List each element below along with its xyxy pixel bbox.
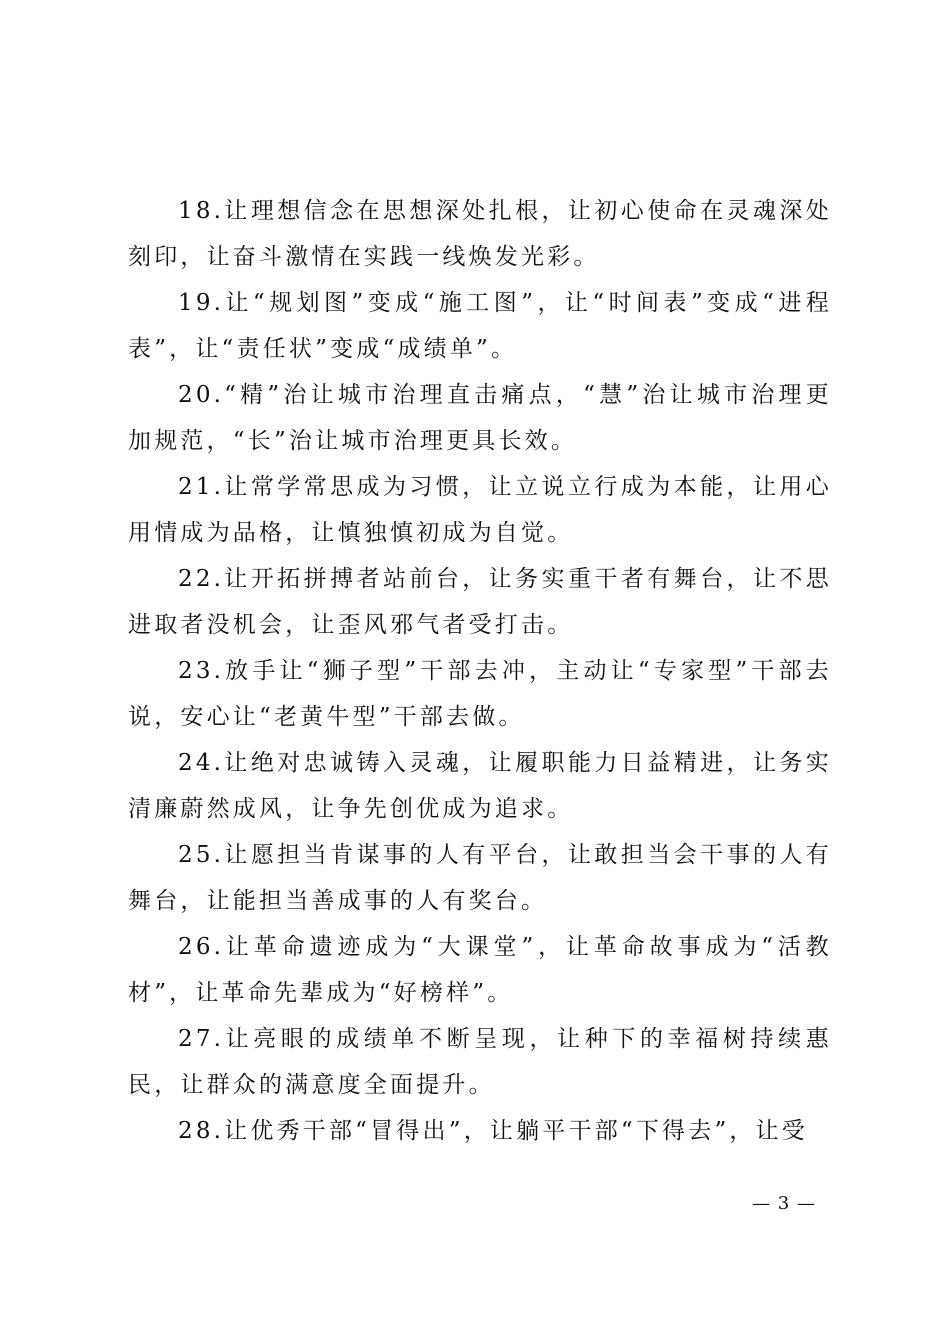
paragraph-22: 22.让开拓拼搏者站前台，让务实重干者有舞台，让不思进取者没机会，让歪风邪气者受打击。 [128, 566, 832, 638]
paragraph-20: 20.“精”治让城市治理直击痛点，“慧”治让城市治理更加规范，“长”治让城市治理更具长效。 [128, 382, 832, 454]
paragraph-23: 23.放手让“狮子型”干部去冲，主动让“专家型”干部去说，安心让“老黄牛型”干部去做。 [128, 658, 832, 730]
paragraph-26: 26.让革命遗迹成为“大课堂”，让革命故事成为“活教材”，让革命先辈成为“好榜样”。 [128, 934, 832, 1006]
paragraph-28: 28.让优秀干部“冒得出”，让躺平干部“下得去”，让受 [178, 1118, 809, 1144]
paragraph-18: 18.让理想信念在思想深处扎根，让初心使命在灵魂深处刻印，让奋斗激情在实践一线焕发光彩。 [128, 198, 832, 270]
paragraph-24: 24.让绝对忠诚铸入灵魂，让履职能力日益精进，让务实清廉蔚然成风，让争先创优成为追求。 [128, 750, 832, 822]
paragraph-25: 25.让愿担当肯谋事的人有平台，让敢担当会干事的人有舞台，让能担当善成事的人有奖台。 [128, 842, 832, 914]
paragraph-27: 27.让亮眼的成绩单不断呈现，让种下的幸福树持续惠民，让群众的满意度全面提升。 [128, 1026, 832, 1098]
paragraph-21: 21.让常学常思成为习惯，让立说立行成为本能，让用心用情成为品格，让慎独慎初成为自觉。 [128, 474, 832, 546]
paragraph-19: 19.让“规划图”变成“施工图”，让“时间表”变成“进程表”，让“责任状”变成“成绩单”。 [128, 290, 832, 362]
page-number: — 3 — [752, 1193, 816, 1214]
document-body [128, 188, 832, 1154]
